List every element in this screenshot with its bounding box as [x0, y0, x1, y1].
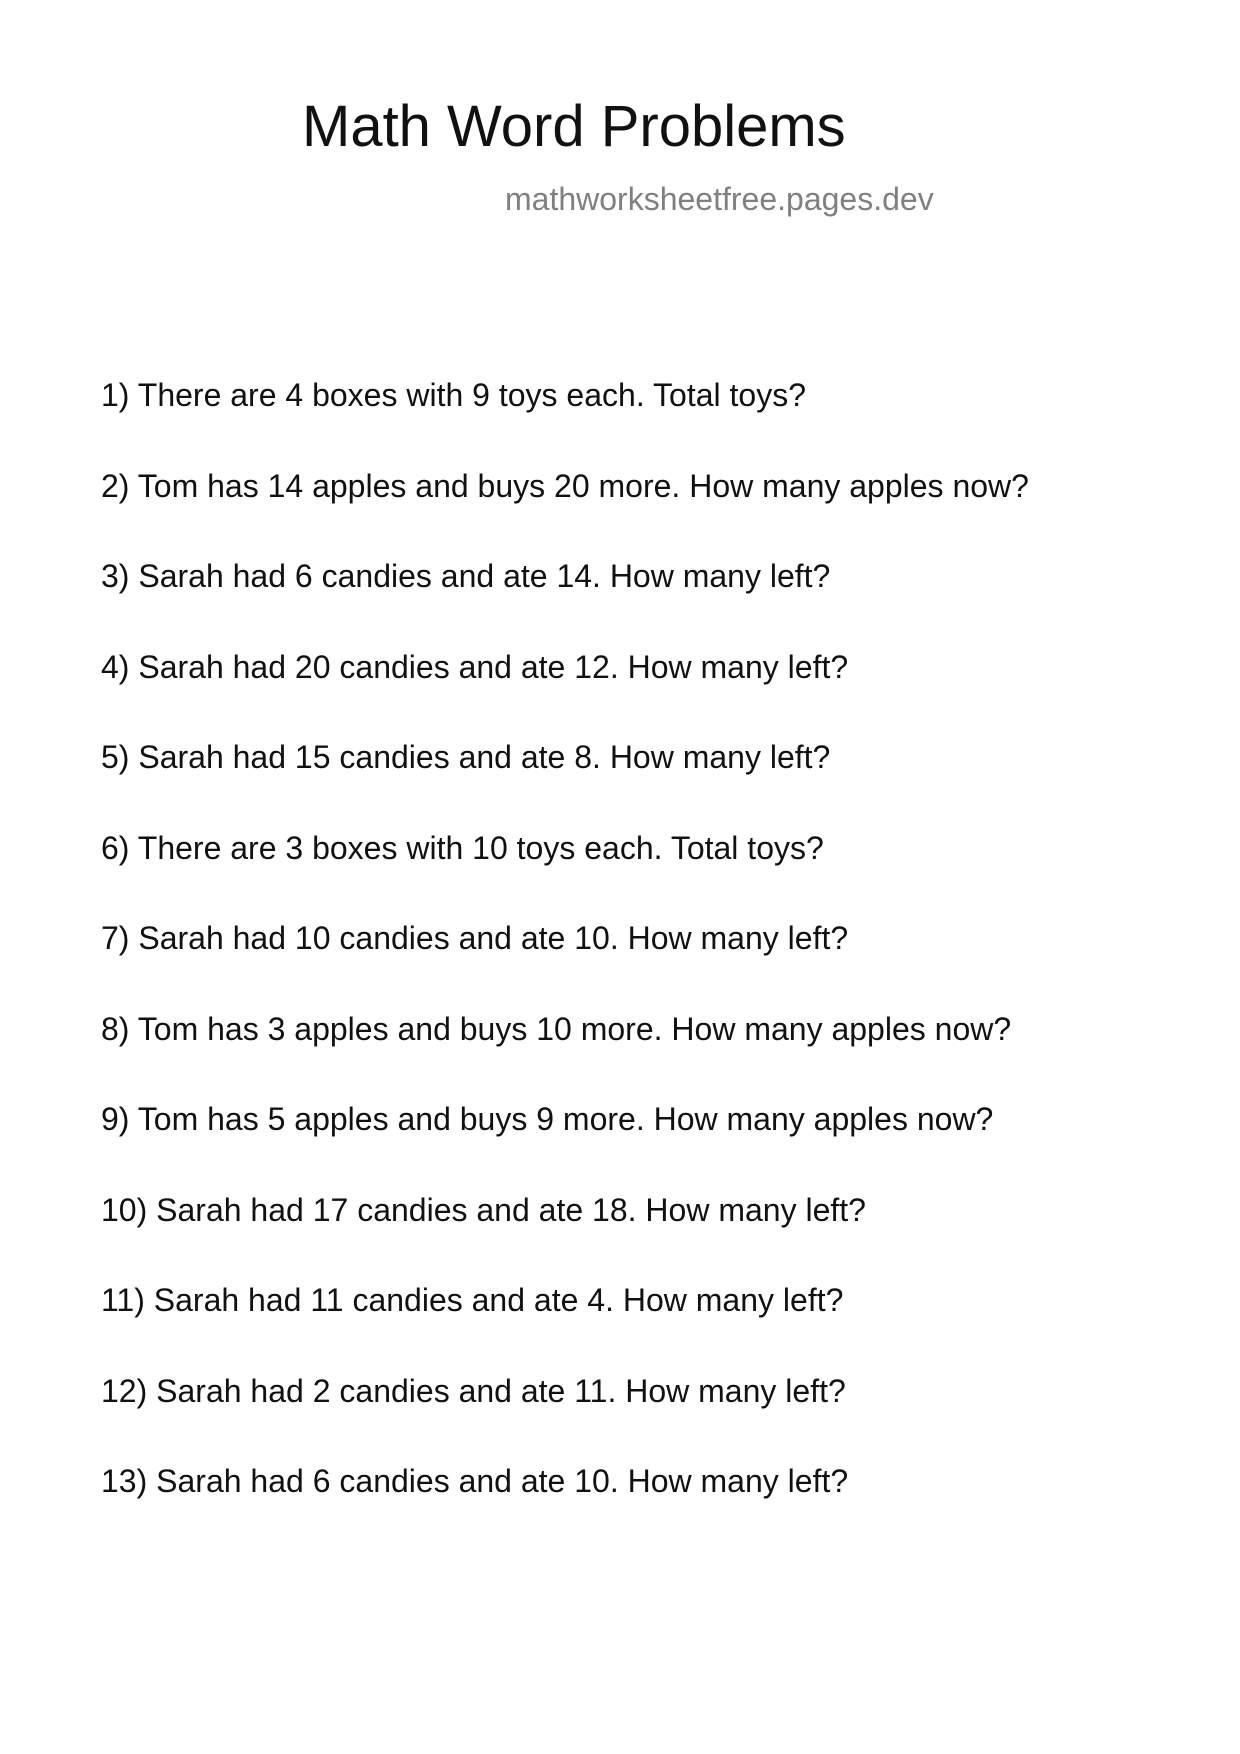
problem-item: 1) There are 4 boxes with 9 toys each. Total toys?	[101, 377, 806, 413]
site-url: mathworksheetfree.pages.dev	[505, 181, 934, 217]
problem-item: 13) Sarah had 6 candies and ate 10. How many left?	[101, 1463, 849, 1499]
page-title: Math Word Problems	[302, 94, 846, 159]
problem-item: 6) There are 3 boxes with 10 toys each. Total toys?	[101, 829, 824, 866]
problem-item: 10) Sarah had 17 candies and ate 18. How many left?	[101, 1191, 866, 1228]
problem-item: 9) Tom has 5 apples and buys 9 more. How many apples now?	[101, 1101, 994, 1137]
problem-item: 7) Sarah had 10 candies and ate 10. How many left?	[101, 920, 849, 956]
problem-item: 3) Sarah had 6 candies and ate 14. How many left?	[101, 558, 831, 594]
problem-item: 4) Sarah had 20 candies and ate 12. How many left?	[101, 648, 849, 685]
problem-item: 11) Sarah had 11 candies and ate 4. How many left?	[101, 1282, 844, 1318]
problem-list	[101, 350, 1029, 1527]
problem-item: 8) Tom has 3 apples and buys 10 more. How many apples now?	[101, 1010, 1012, 1047]
problem-item: 12) Sarah had 2 candies and ate 11. How many left?	[101, 1372, 846, 1409]
problem-item: 2) Tom has 14 apples and buys 20 more. How many apples now?	[101, 467, 1029, 504]
problem-item: 5) Sarah had 15 candies and ate 8. How many left?	[101, 739, 831, 775]
